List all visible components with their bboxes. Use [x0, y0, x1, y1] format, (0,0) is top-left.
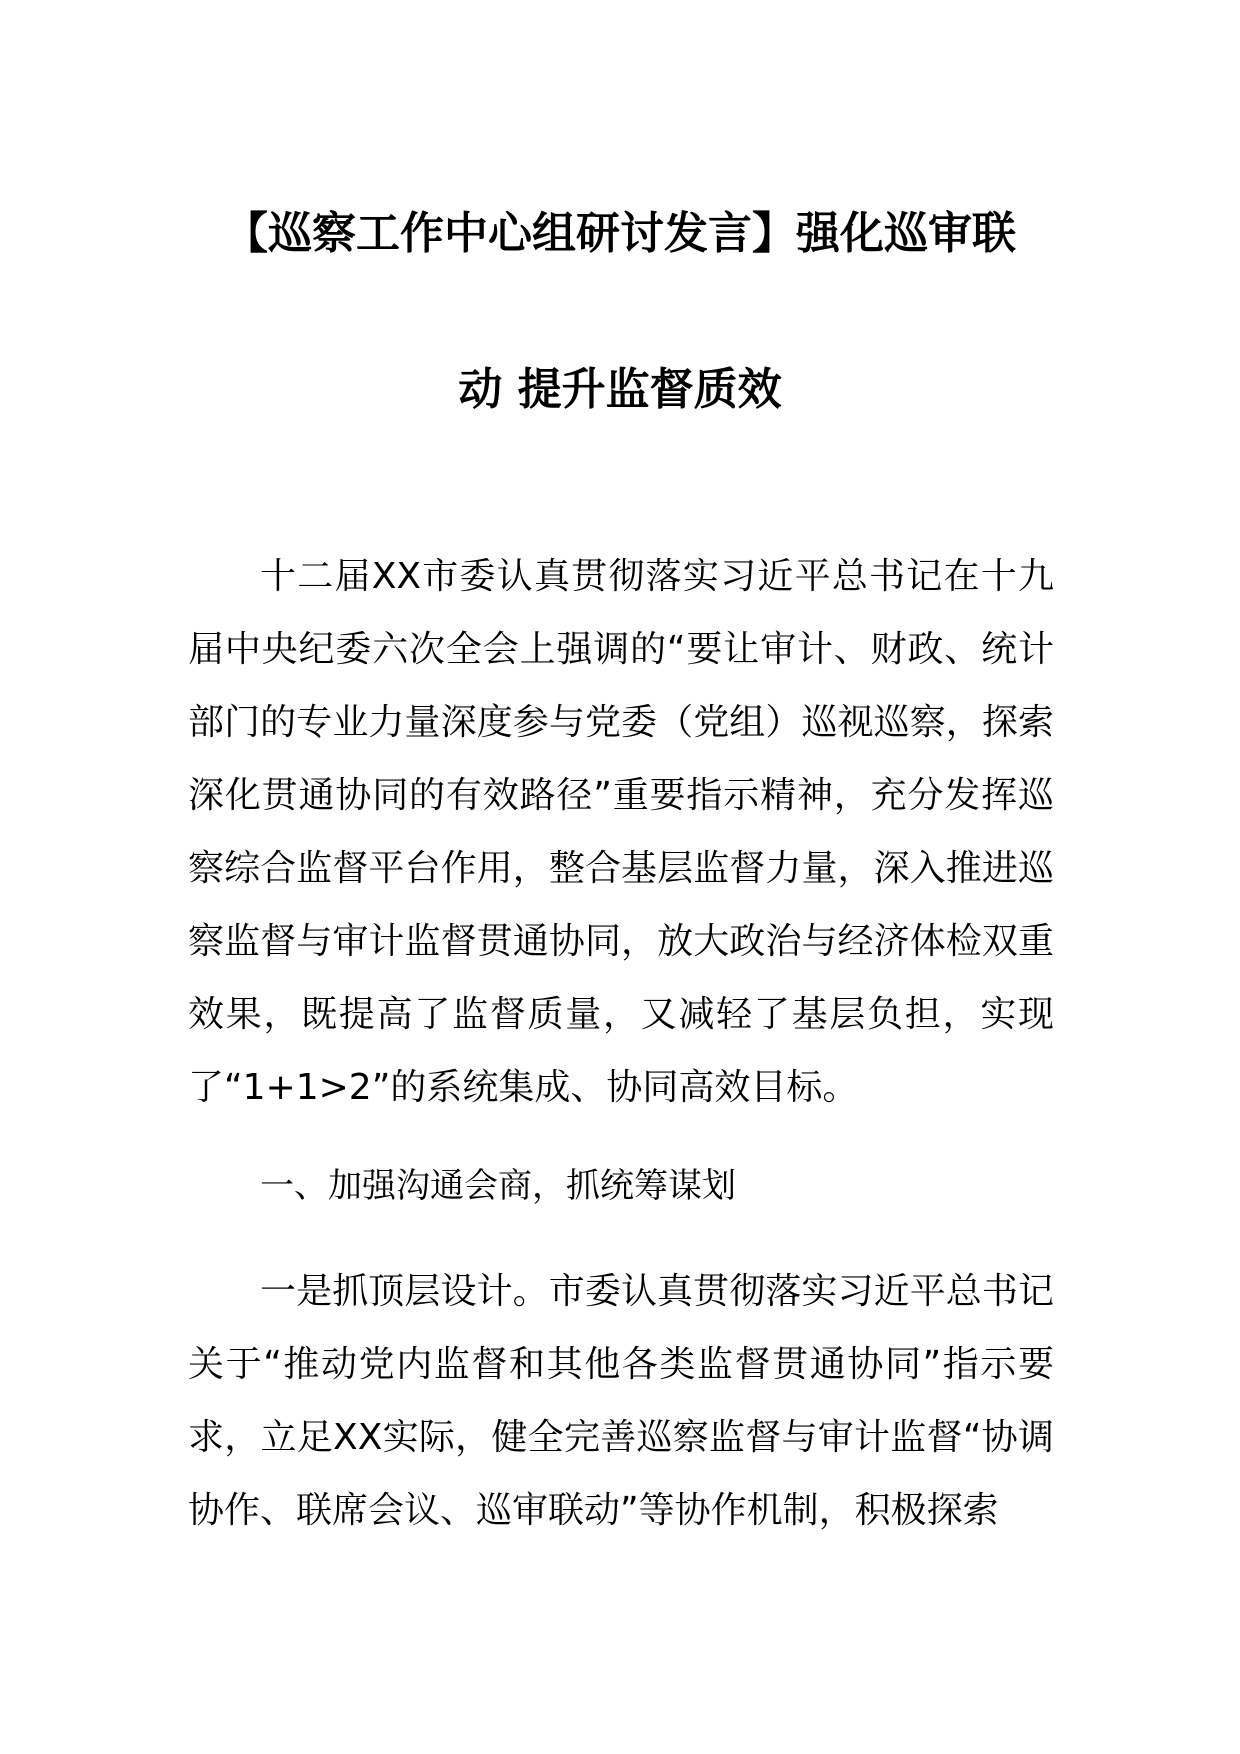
section-heading-1: 一、加强沟通会商，抓统筹谋划: [260, 1166, 736, 1206]
document-title-line-1: 【巡察工作中心组研讨发言】强化巡审联: [224, 208, 1016, 259]
paragraph-2: 一是抓顶层设计。市委认真贯彻落实习近平总书记关于“推动党内监督和其他各类监督贯通协同”指示要求，立足XX实际，健全完善巡察监督与审计监督“协调协作、联席会议、巡审联动”等协作机制，积极探索: [188, 1271, 1054, 1531]
paragraph-2-block: [188, 1255, 1054, 1547]
paragraph-1: 十二届XX市委认真贯彻落实习近平总书记在十九届中央纪委六次全会上强调的“要让审计、财政、统计部门的专业力量深度参与党委（党组）巡视巡察，探索深化贯通协同的有效路径”重要指示精神，充分发挥巡察综合监督平台作用，整合基层监督力量，深入推进巡察监督与审计监督贯通协同，放大政治与经济体检双重效果，既提高了监督质量，又减轻了基层负担，实现了“1+1>2”的系统集成、协同高效目标。: [188, 556, 1054, 1108]
paragraph-1-block: [188, 540, 1054, 1124]
document-title-line-2: 动 提升监督质效: [458, 364, 782, 415]
